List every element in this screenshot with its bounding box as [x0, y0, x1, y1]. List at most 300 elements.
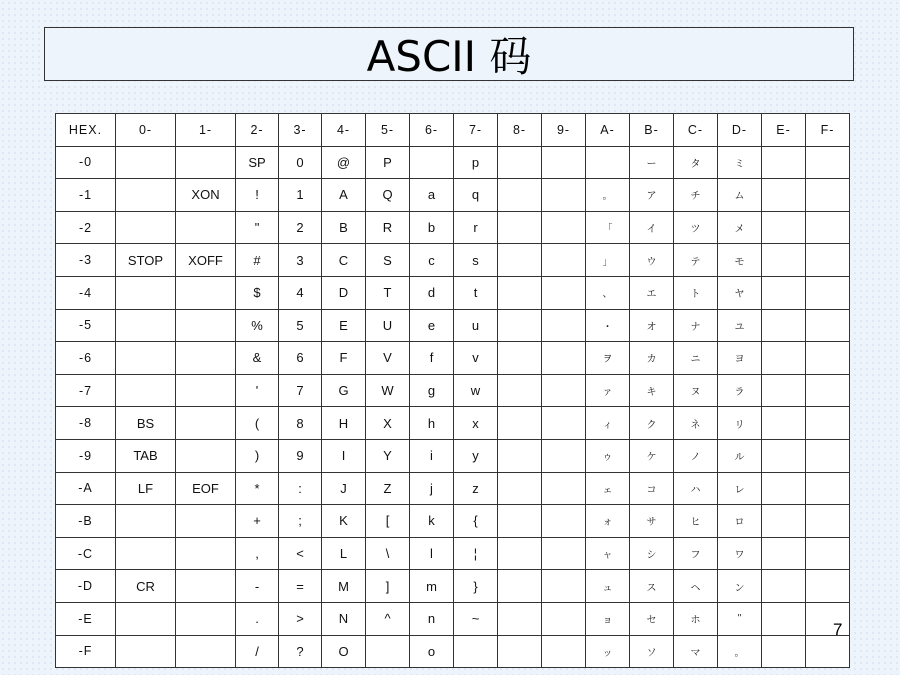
table-cell [806, 635, 850, 668]
table-row [56, 146, 850, 179]
row-header-cell: -1 [56, 179, 116, 212]
table-cell [176, 276, 236, 309]
table-cell [762, 505, 806, 538]
table-cell: ワ [718, 537, 762, 570]
table-cell: = [279, 570, 322, 603]
table-cell: c [410, 244, 454, 277]
table-cell [542, 244, 586, 277]
table-cell: S [366, 244, 410, 277]
table-row [56, 276, 850, 309]
header-cell: 8- [498, 114, 542, 147]
table-cell: ^ [366, 602, 410, 635]
table-cell: M [322, 570, 366, 603]
table-cell: 「 [586, 211, 630, 244]
table-cell [806, 407, 850, 440]
row-header-cell: -A [56, 472, 116, 505]
table-cell: r [454, 211, 498, 244]
table-row [56, 342, 850, 375]
table-cell [806, 602, 850, 635]
table-cell: ソ [630, 635, 674, 668]
table-cell [806, 244, 850, 277]
table-cell: } [454, 570, 498, 603]
table-cell: @ [322, 146, 366, 179]
table-cell: m [410, 570, 454, 603]
table-cell: / [236, 635, 279, 668]
table-cell [176, 570, 236, 603]
table-cell: ッ [586, 635, 630, 668]
header-cell: 4- [322, 114, 366, 147]
table-cell [498, 472, 542, 505]
table-cell: $ [236, 276, 279, 309]
row-header-cell: -9 [56, 439, 116, 472]
table-cell [498, 537, 542, 570]
table-cell [806, 570, 850, 603]
table-header-row [56, 114, 850, 147]
table-cell: ウ [630, 244, 674, 277]
table-cell: ヌ [674, 374, 718, 407]
row-header-cell: -B [56, 505, 116, 538]
table-cell: { [454, 505, 498, 538]
table-cell [762, 276, 806, 309]
row-header-cell: -8 [56, 407, 116, 440]
table-cell: ] [366, 570, 410, 603]
table-cell: カ [630, 342, 674, 375]
table-cell: ツ [674, 211, 718, 244]
table-cell: ラ [718, 374, 762, 407]
table-cell: E [322, 309, 366, 342]
table-cell: 3 [279, 244, 322, 277]
table-cell [176, 342, 236, 375]
table-cell: ェ [586, 472, 630, 505]
table-cell: 1 [279, 179, 322, 212]
table-cell: < [279, 537, 322, 570]
table-cell [762, 211, 806, 244]
table-cell: フ [674, 537, 718, 570]
table-cell: U [366, 309, 410, 342]
table-cell [806, 146, 850, 179]
table-cell: " [236, 211, 279, 244]
table-cell: ハ [674, 472, 718, 505]
table-cell: ム [718, 179, 762, 212]
table-cell [498, 244, 542, 277]
table-cell [116, 276, 176, 309]
table-cell: ~ [454, 602, 498, 635]
table-cell: A [322, 179, 366, 212]
table-cell: s [454, 244, 498, 277]
table-cell: X [366, 407, 410, 440]
table-cell: G [322, 374, 366, 407]
table-cell [806, 309, 850, 342]
header-cell: D- [718, 114, 762, 147]
table-cell [454, 635, 498, 668]
table-row [56, 439, 850, 472]
table-cell [176, 439, 236, 472]
table-cell: ・ [586, 309, 630, 342]
row-header-cell: -E [56, 602, 116, 635]
header-cell: F- [806, 114, 850, 147]
table-cell: * [236, 472, 279, 505]
table-cell [498, 635, 542, 668]
row-header-cell: -2 [56, 211, 116, 244]
table-cell: f [410, 342, 454, 375]
table-cell [542, 179, 586, 212]
table-cell: 5 [279, 309, 322, 342]
table-row [56, 635, 850, 668]
table-cell: ョ [586, 602, 630, 635]
table-cell [806, 179, 850, 212]
table-cell: j [410, 472, 454, 505]
table-cell [542, 374, 586, 407]
header-cell: C- [674, 114, 718, 147]
table-cell: シ [630, 537, 674, 570]
table-cell: イ [630, 211, 674, 244]
table-cell [116, 635, 176, 668]
table-cell: ク [630, 407, 674, 440]
table-cell [176, 407, 236, 440]
row-header-cell: -7 [56, 374, 116, 407]
table-cell: ( [236, 407, 279, 440]
table-cell: N [322, 602, 366, 635]
table-cell: # [236, 244, 279, 277]
table-cell [116, 505, 176, 538]
table-cell [498, 407, 542, 440]
table-cell: ト [674, 276, 718, 309]
table-cell [542, 276, 586, 309]
header-cell: 1- [176, 114, 236, 147]
table-cell: サ [630, 505, 674, 538]
table-cell: i [410, 439, 454, 472]
table-cell [762, 635, 806, 668]
table-cell: ア [630, 179, 674, 212]
table-cell: ; [279, 505, 322, 538]
table-cell: F [322, 342, 366, 375]
table-cell: t [454, 276, 498, 309]
table-cell [176, 146, 236, 179]
table-cell: " [718, 602, 762, 635]
table-cell: & [236, 342, 279, 375]
table-cell: 。 [718, 635, 762, 668]
table-cell: : [279, 472, 322, 505]
table-cell: D [322, 276, 366, 309]
table-cell [542, 146, 586, 179]
table-cell: w [454, 374, 498, 407]
table-cell: . [236, 602, 279, 635]
table-cell [762, 244, 806, 277]
table-cell: キ [630, 374, 674, 407]
table-cell: - [236, 570, 279, 603]
table-cell: V [366, 342, 410, 375]
table-cell [542, 211, 586, 244]
table-cell [806, 472, 850, 505]
table-cell: q [454, 179, 498, 212]
table-cell: XON [176, 179, 236, 212]
header-cell: A- [586, 114, 630, 147]
table-cell: 2 [279, 211, 322, 244]
table-cell: o [410, 635, 454, 668]
table-cell: e [410, 309, 454, 342]
table-cell: J [322, 472, 366, 505]
table-cell: P [366, 146, 410, 179]
table-cell: SP [236, 146, 279, 179]
slide-title: ASCII 码 [44, 27, 854, 81]
table-cell: > [279, 602, 322, 635]
header-cell: HEX. [56, 114, 116, 147]
table-row [56, 570, 850, 603]
table-cell: Z [366, 472, 410, 505]
table-cell: ユ [718, 309, 762, 342]
table-cell: EOF [176, 472, 236, 505]
table-cell: ヒ [674, 505, 718, 538]
table-cell: 0 [279, 146, 322, 179]
table-cell: g [410, 374, 454, 407]
table-cell: BS [116, 407, 176, 440]
table-cell: ス [630, 570, 674, 603]
table-cell: モ [718, 244, 762, 277]
table-cell: ナ [674, 309, 718, 342]
table-cell [498, 276, 542, 309]
table-cell [542, 602, 586, 635]
table-cell: セ [630, 602, 674, 635]
header-cell: 0- [116, 114, 176, 147]
table-cell [762, 472, 806, 505]
table-cell: p [454, 146, 498, 179]
header-cell: B- [630, 114, 674, 147]
table-cell: W [366, 374, 410, 407]
table-cell: ホ [674, 602, 718, 635]
table-cell: ャ [586, 537, 630, 570]
table-cell: レ [718, 472, 762, 505]
table-cell [176, 505, 236, 538]
table-cell: % [236, 309, 279, 342]
ascii-table [55, 113, 850, 668]
table-cell [116, 342, 176, 375]
table-cell: n [410, 602, 454, 635]
table-cell [542, 537, 586, 570]
table-cell: ュ [586, 570, 630, 603]
table-cell: u [454, 309, 498, 342]
table-cell: O [322, 635, 366, 668]
table-cell [806, 342, 850, 375]
table-cell [366, 635, 410, 668]
table-cell [498, 374, 542, 407]
table-cell [542, 439, 586, 472]
header-cell: 9- [542, 114, 586, 147]
row-header-cell: -4 [56, 276, 116, 309]
table-row [56, 211, 850, 244]
row-header-cell: -3 [56, 244, 116, 277]
table-cell: [ [366, 505, 410, 538]
table-cell: ヘ [674, 570, 718, 603]
table-cell: ー [630, 146, 674, 179]
table-row [56, 505, 850, 538]
table-cell [498, 309, 542, 342]
table-cell: TAB [116, 439, 176, 472]
table-cell [116, 211, 176, 244]
table-row [56, 179, 850, 212]
table-cell [176, 602, 236, 635]
table-cell [762, 374, 806, 407]
table-cell: I [322, 439, 366, 472]
table-cell: 6 [279, 342, 322, 375]
table-cell: h [410, 407, 454, 440]
header-cell: 7- [454, 114, 498, 147]
table-cell [498, 602, 542, 635]
header-cell: 2- [236, 114, 279, 147]
table-cell: d [410, 276, 454, 309]
table-cell: エ [630, 276, 674, 309]
table-cell [806, 537, 850, 570]
table-cell: 。 [586, 179, 630, 212]
table-cell [498, 179, 542, 212]
table-cell: a [410, 179, 454, 212]
table-cell: ケ [630, 439, 674, 472]
row-header-cell: -D [56, 570, 116, 603]
table-cell: ¦ [454, 537, 498, 570]
table-cell: LF [116, 472, 176, 505]
table-cell: テ [674, 244, 718, 277]
table-cell: ミ [718, 146, 762, 179]
table-cell [176, 635, 236, 668]
table-cell [762, 570, 806, 603]
table-cell [762, 439, 806, 472]
row-header-cell: -0 [56, 146, 116, 179]
header-cell: 6- [410, 114, 454, 147]
table-cell: K [322, 505, 366, 538]
table-cell [762, 146, 806, 179]
table-cell: ル [718, 439, 762, 472]
table-row [56, 407, 850, 440]
table-cell: ヲ [586, 342, 630, 375]
table-cell [542, 570, 586, 603]
table-cell [176, 537, 236, 570]
table-cell: STOP [116, 244, 176, 277]
table-cell [542, 309, 586, 342]
header-cell: 5- [366, 114, 410, 147]
table-cell [542, 635, 586, 668]
table-cell: 7 [279, 374, 322, 407]
table-cell [116, 179, 176, 212]
table-cell [116, 309, 176, 342]
table-cell: コ [630, 472, 674, 505]
table-cell [176, 374, 236, 407]
table-cell: ヨ [718, 342, 762, 375]
table-cell: l [410, 537, 454, 570]
table-cell [176, 309, 236, 342]
table-cell [542, 342, 586, 375]
table-cell [762, 407, 806, 440]
table-cell: ヤ [718, 276, 762, 309]
table-cell: ァ [586, 374, 630, 407]
table-cell: , [236, 537, 279, 570]
table-cell [498, 342, 542, 375]
table-cell [806, 276, 850, 309]
table-cell [806, 505, 850, 538]
row-header-cell: -C [56, 537, 116, 570]
table-cell: 9 [279, 439, 322, 472]
table-row [56, 244, 850, 277]
table-cell: ィ [586, 407, 630, 440]
ascii-table-container [55, 113, 850, 668]
table-cell [498, 570, 542, 603]
table-cell: 4 [279, 276, 322, 309]
table-cell: B [322, 211, 366, 244]
row-header-cell: -F [56, 635, 116, 668]
table-cell [542, 472, 586, 505]
header-cell: E- [762, 114, 806, 147]
table-cell: k [410, 505, 454, 538]
table-cell [806, 374, 850, 407]
table-cell [410, 146, 454, 179]
table-cell: ネ [674, 407, 718, 440]
table-cell: R [366, 211, 410, 244]
table-cell: ゥ [586, 439, 630, 472]
table-cell: ニ [674, 342, 718, 375]
row-header-cell: -6 [56, 342, 116, 375]
table-row [56, 602, 850, 635]
table-cell [176, 211, 236, 244]
table-cell [762, 179, 806, 212]
table-cell: L [322, 537, 366, 570]
table-cell [762, 309, 806, 342]
table-row [56, 537, 850, 570]
table-cell: 」 [586, 244, 630, 277]
table-row [56, 309, 850, 342]
table-cell [498, 146, 542, 179]
table-cell [116, 146, 176, 179]
table-cell: x [454, 407, 498, 440]
table-cell [498, 505, 542, 538]
table-cell: T [366, 276, 410, 309]
table-cell: z [454, 472, 498, 505]
table-cell: ' [236, 374, 279, 407]
table-cell: \ [366, 537, 410, 570]
table-cell: CR [116, 570, 176, 603]
table-cell [806, 211, 850, 244]
table-row [56, 472, 850, 505]
page-number: 7 [833, 620, 843, 639]
table-cell [762, 342, 806, 375]
table-cell [498, 439, 542, 472]
table-cell [762, 602, 806, 635]
table-cell: 、 [586, 276, 630, 309]
table-cell: リ [718, 407, 762, 440]
table-cell: XOFF [176, 244, 236, 277]
table-cell: メ [718, 211, 762, 244]
table-cell: ォ [586, 505, 630, 538]
table-cell: H [322, 407, 366, 440]
table-cell: ン [718, 570, 762, 603]
table-cell: v [454, 342, 498, 375]
table-cell: ロ [718, 505, 762, 538]
table-cell [542, 505, 586, 538]
table-cell: オ [630, 309, 674, 342]
table-cell [116, 602, 176, 635]
header-cell: 3- [279, 114, 322, 147]
table-cell: C [322, 244, 366, 277]
table-cell [762, 537, 806, 570]
table-cell: チ [674, 179, 718, 212]
table-cell [586, 146, 630, 179]
row-header-cell: -5 [56, 309, 116, 342]
table-cell: タ [674, 146, 718, 179]
table-cell [498, 211, 542, 244]
table-cell: ) [236, 439, 279, 472]
table-cell: マ [674, 635, 718, 668]
table-cell: ! [236, 179, 279, 212]
table-cell: Y [366, 439, 410, 472]
table-cell [806, 439, 850, 472]
table-cell: + [236, 505, 279, 538]
